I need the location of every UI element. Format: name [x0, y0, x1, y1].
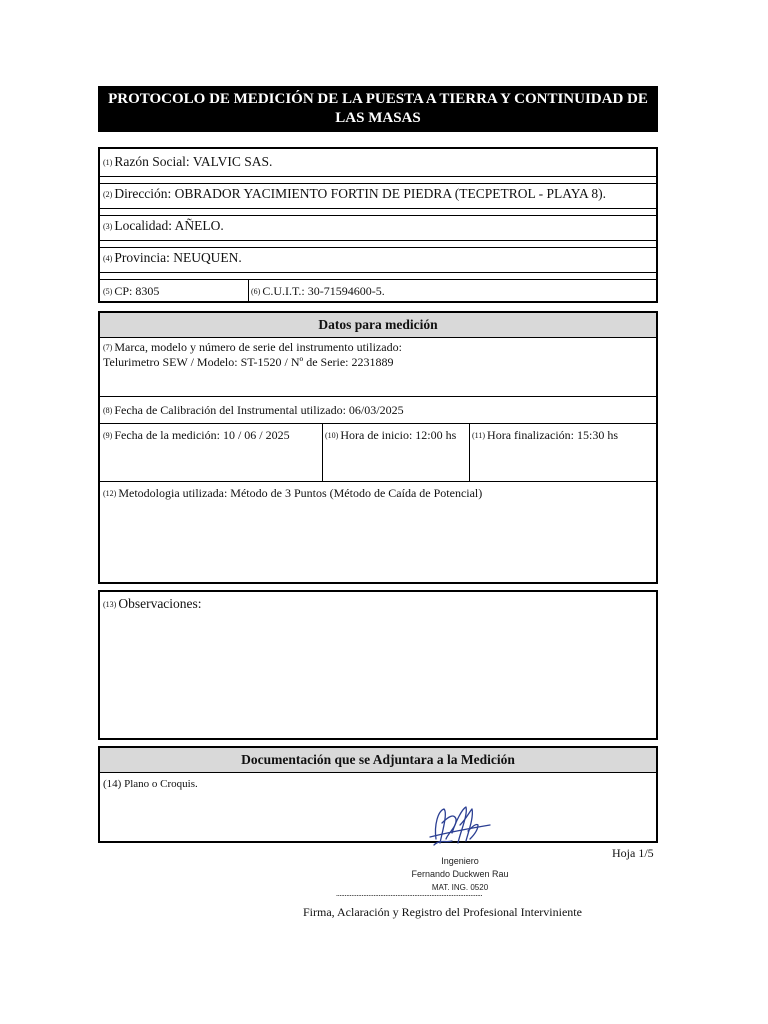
razon-social-text: Razón Social: VALVIC SAS.	[114, 154, 273, 169]
signature-image	[426, 803, 496, 851]
hora-fin-text: Hora finalización: 15:30 hs	[487, 428, 618, 442]
field-number: (7)	[103, 343, 113, 352]
direccion-field	[103, 186, 606, 202]
datos-medicion-header: Datos para medición	[100, 313, 656, 338]
stamp-title: Ingeniero	[441, 856, 479, 866]
calibracion-field	[103, 403, 404, 418]
documentacion-header: Documentación que se Adjuntara a la Medición	[100, 748, 656, 773]
cuit-text: C.U.I.T.: 30-71594600-5.	[262, 284, 385, 298]
documentacion-item: (14) Plano o Croquis.	[103, 778, 198, 790]
instrumento-label-text: Marca, modelo y número de serie del instrumento utilizado:	[114, 340, 402, 354]
direccion-text: Dirección: OBRADOR YACIMIENTO FORTIN DE PIEDRA (TECPETROL - PLAYA 8).	[114, 186, 607, 201]
datos-medicion-box	[98, 311, 658, 584]
localidad-text: Localidad: AÑELO.	[114, 218, 224, 233]
observaciones-box	[98, 590, 658, 740]
field-number: (8)	[103, 406, 113, 415]
page-number: Hoja 1/5	[612, 846, 654, 860]
provincia-text: Provincia: NEUQUEN.	[114, 250, 242, 265]
cp-text: CP: 8305	[114, 284, 160, 298]
hora-inicio-text: Hora de inicio: 12:00 hs	[340, 428, 457, 442]
document-title: PROTOCOLO DE MEDICIÓN DE LA PUESTA A TIERRA Y CONTINUIDAD DE LAS MASAS	[98, 86, 658, 132]
field-number: (10)	[325, 431, 339, 440]
razon-social-field	[103, 154, 272, 170]
signature-dotted-line: ......................................................................................	[336, 889, 483, 898]
observaciones-label	[103, 596, 202, 612]
identification-box	[98, 147, 658, 303]
calibracion-text: Fecha de Calibración del Instrumental utilizado: 06/03/2025	[114, 403, 404, 417]
field-number: (4)	[103, 254, 113, 263]
fecha-medicion-field	[103, 428, 290, 443]
field-number: (13)	[103, 600, 117, 609]
field-number: (6)	[251, 287, 261, 296]
signature-caption: Firma, Aclaración y Registro del Profesional Interviniente	[303, 905, 582, 919]
cp-field	[103, 284, 159, 299]
cuit-field	[251, 284, 385, 299]
fecha-medicion-text: Fecha de la medición: 10 / 06 / 2025	[114, 428, 290, 442]
field-number: (1)	[103, 158, 113, 167]
hora-fin-field	[472, 428, 618, 443]
metodologia-field	[103, 486, 482, 501]
instrumento-value: Telurimetro SEW / Modelo: ST-1520 / Nº de Serie: 2231889	[103, 355, 394, 369]
field-number: (3)	[103, 222, 113, 231]
field-number: (5)	[103, 287, 113, 296]
stamp-name: Fernando Duckwen Rau	[411, 869, 509, 879]
stamp-registration: MAT. ING. 0520	[431, 883, 489, 892]
provincia-field	[103, 250, 242, 266]
localidad-field	[103, 218, 224, 234]
metodologia-text: Metodologia utilizada: Método de 3 Puntos (Método de Caída de Potencial)	[118, 486, 483, 500]
field-number: (2)	[103, 190, 113, 199]
observaciones-text: Observaciones:	[118, 596, 202, 611]
field-number: (12)	[103, 489, 117, 498]
field-number: (11)	[472, 431, 486, 440]
hora-inicio-field	[325, 428, 456, 443]
documentacion-box	[98, 746, 658, 843]
instrumento-label	[103, 340, 402, 355]
field-number: (9)	[103, 431, 113, 440]
